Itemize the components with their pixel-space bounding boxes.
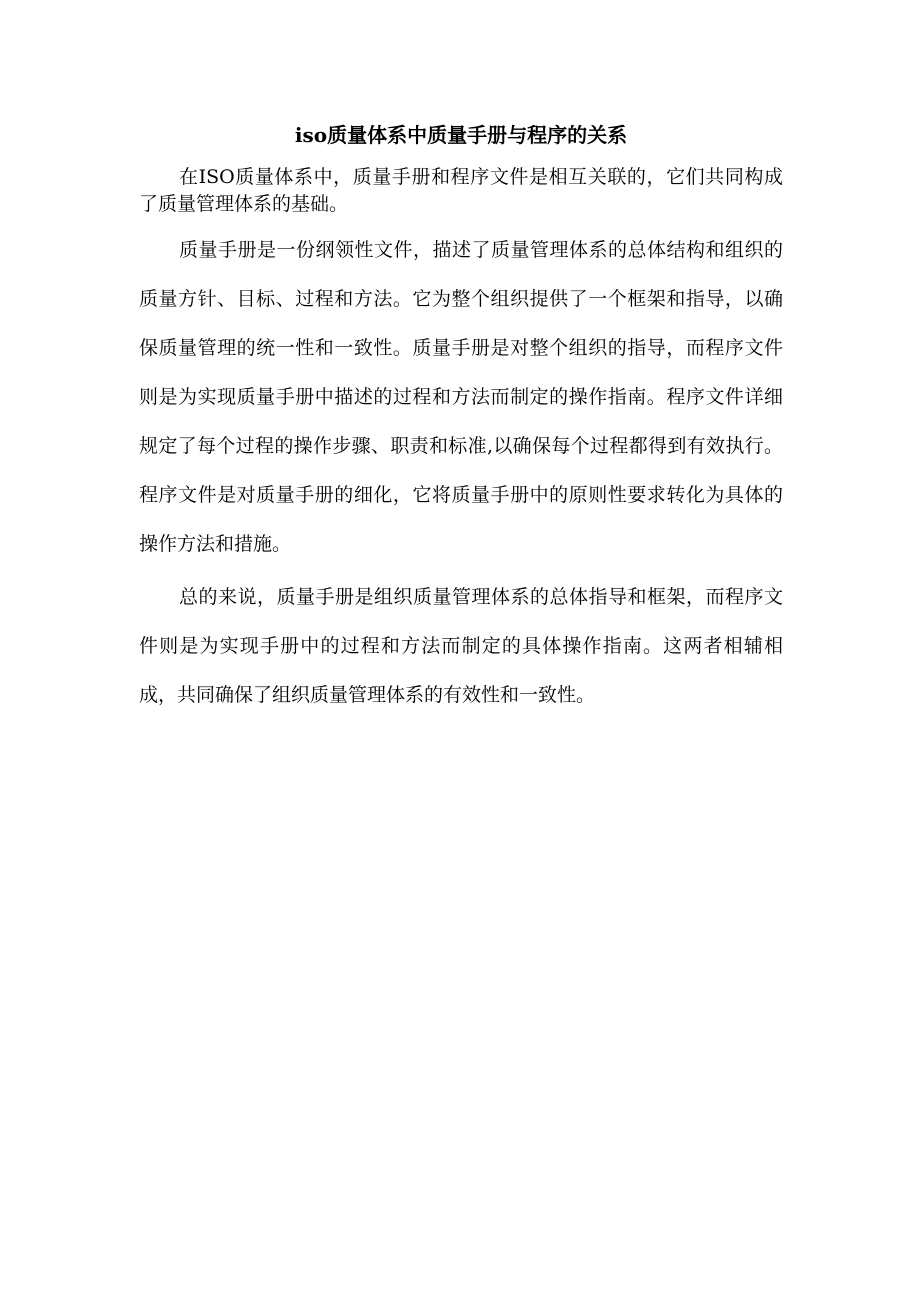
paragraph-intro: 在ISO质量体系中，质量手册和程序文件是相互关联的，它们共同构成了质量管理体系的基础。 [139, 166, 783, 215]
paragraph-summary: 总的来说，质量手册是组织质量管理体系的总体指导和框架，而程序文件则是为实现手册中的过程和方法而制定的具体操作指南。这两者相辅相成，共同确保了组织质量管理体系的有效性和一致性。 [139, 586, 783, 706]
document-title: iso质量体系中质量手册与程序的关系 [294, 123, 628, 147]
paragraph-quality-manual: 质量手册是一份纲领性文件，描述了质量管理体系的总体结构和组织的质量方针、目标、过程和方法。它为整个组织提供了一个框架和指导，以确保质量管理的统一性和一致性。质量手册是对整个组织的指导，而程序文件则是为实现质量手册中描述的过程和方法而制定的操作指南。程序文件详细规定了每个过程的操作步骤、职责和标准,以确保每个过程都得到有效执行。程序文件是对质量手册的细化，它将质量手册中的原则性要求转化为具体的操作方法和措施。 [139, 239, 783, 555]
document-body [139, 120, 783, 720]
